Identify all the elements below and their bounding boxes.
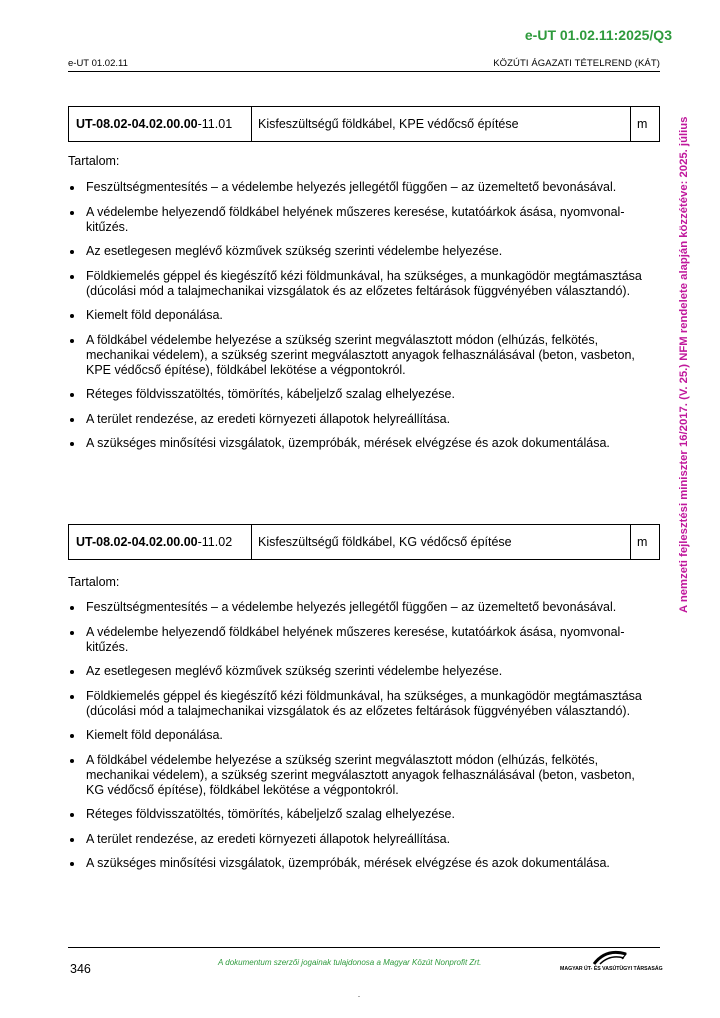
- list-item: A védelembe helyezendő földkábel helyének műszeres keresése, kutatóárkok ásása, nyomvonal-kitűzés.: [68, 625, 653, 655]
- list-item: Feszültségmentesítés – a védelembe helyezés jellegétől függően – az üzemeltető bevonásával.: [68, 180, 653, 195]
- item-code-suffix: -11.01: [197, 117, 233, 131]
- item-code-main: UT-08.02-04.02.00.00: [76, 535, 198, 549]
- list-item: A terület rendezése, az eredeti környezeti állapotok helyreállítása.: [68, 832, 653, 847]
- header-left-id: e-UT 01.02.11: [68, 58, 128, 69]
- list-item: A terület rendezése, az eredeti környezeti állapotok helyreállítása.: [68, 412, 653, 427]
- content-list: [68, 600, 653, 881]
- item-unit: m: [637, 535, 648, 549]
- item-description: Kisfeszültségű földkábel, KG védőcső építése: [252, 525, 631, 559]
- list-item: Kiemelt föld deponálása.: [68, 308, 653, 323]
- scan-dot: [358, 996, 360, 997]
- item-unit: m: [637, 117, 648, 131]
- item-code: [69, 525, 252, 559]
- list-item: Az esetlegesen meglévő közművek szükség szerinti védelembe helyezése.: [68, 664, 653, 679]
- item-description: Kisfeszültségű földkábel, KPE védőcső építése: [252, 107, 631, 141]
- section-label: Tartalom:: [68, 154, 120, 168]
- list-item: A védelembe helyezendő földkábel helyének műszeres keresése, kutatóárkok ásása, nyomvonal-kitűzés.: [68, 205, 653, 235]
- list-item: Réteges földvisszatöltés, tömörítés, kábeljelző szalag elhelyezése.: [68, 387, 653, 402]
- content-list: [68, 180, 653, 461]
- list-item: Az esetlegesen meglévő közművek szükség szerinti védelembe helyezése.: [68, 244, 653, 259]
- logo-text: MAGYAR ÚT- ÉS VASÚTÜGYI TÁRSASÁG: [560, 966, 663, 972]
- list-item: A szükséges minősítési vizsgálatok, üzempróbák, mérések elvégzése és azok dokumentálása.: [68, 856, 653, 871]
- society-logo: [560, 948, 663, 976]
- item-header-table: [68, 106, 660, 142]
- list-item: Földkiemelés géppel és kiegészítő kézi földmunkával, ha szükséges, a munkagödör megtámasztása (dúcolási mód a talajmechanikai vizsgálatok és az előzetes feltárások függvényében választandó).: [68, 689, 653, 719]
- list-item: Feszültségmentesítés – a védelembe helyezés jellegétől függően – az üzemeltető bevonásával.: [68, 600, 653, 615]
- item-header-table: [68, 524, 660, 560]
- list-item: Földkiemelés géppel és kiegészítő kézi földmunkával, ha szükséges, a munkagödör megtámasztása (dúcolási mód a talajmechanikai vizsgálatok és az előzetes feltárások függvényében választandó).: [68, 269, 653, 299]
- publication-side-note: A nemzeti fejlesztési miniszter 16/2017. (V. 25.) NFM rendelete alapján közzétéve: 2025. július: [678, 116, 690, 614]
- document-id: e-UT 01.02.11:2025/Q3: [524, 27, 672, 43]
- list-item: A földkábel védelembe helyezése a szükség szerint megválasztott módon (elhúzás, felkötés, mechanikai védelem), a szükség szerint megválasztott anyagok felhasználásával (beton, vasbeton, KG védőcső építése), földkábel lekötése a végpontokról.: [68, 753, 653, 798]
- copyright-notice: A dokumentum szerzői jogainak tulajdonosa a Magyar Közút Nonprofit Zrt.: [218, 958, 482, 967]
- header-divider: [68, 71, 660, 72]
- item-code-suffix: -11.02: [197, 535, 233, 549]
- list-item: Réteges földvisszatöltés, tömörítés, kábeljelző szalag elhelyezése.: [68, 807, 653, 822]
- item-code: [69, 107, 252, 141]
- item-code-main: UT-08.02-04.02.00.00: [76, 117, 198, 131]
- section-label: Tartalom:: [68, 575, 120, 589]
- list-item: Kiemelt föld deponálása.: [68, 728, 653, 743]
- list-item: A szükséges minősítési vizsgálatok, üzempróbák, mérések elvégzése és azok dokumentálása.: [68, 436, 653, 451]
- list-item: A földkábel védelembe helyezése a szükség szerint megválasztott módon (elhúzás, felkötés, mechanikai védelem), a szükség szerint megválasztott anyagok felhasználásával (beton, vasbeton, KPE védőcső építése), földkábel lekötése a végpontokról.: [68, 333, 653, 378]
- header-right-title: KÖZÚTI ÁGAZATI TÉTELREND (KÁT): [493, 58, 660, 69]
- bridge-logo-icon: [590, 948, 630, 966]
- page-number: 346: [70, 962, 91, 976]
